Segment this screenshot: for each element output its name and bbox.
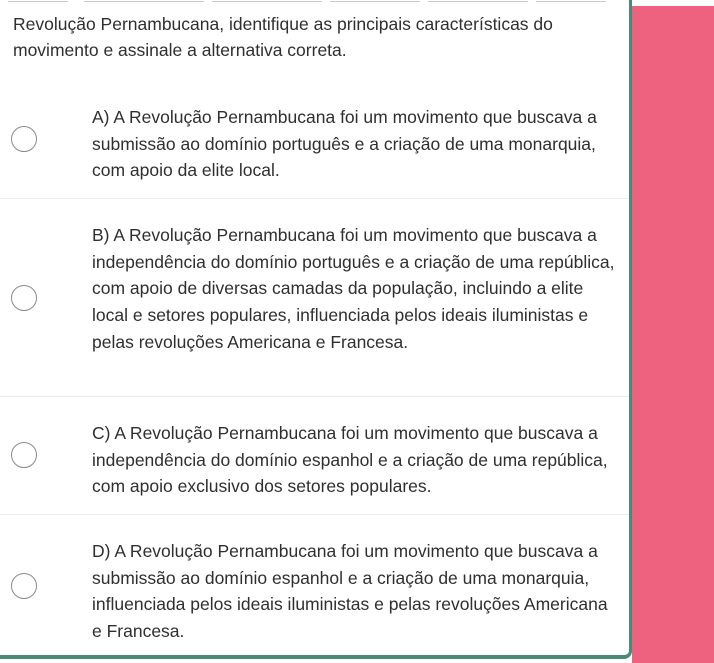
answer-option-c[interactable] xyxy=(0,396,629,514)
question-text: Revolução Pernambucana, identifique as principais características do movimento e assinale a alternativa correta. xyxy=(13,14,553,60)
answer-option-d-label: D) A Revolução Pernambucana foi um movimento que buscava a submissão ao domínio espanhol e a criação de uma monarquia, influenciada pelos ideais iluministas e pelas revoluções Americana e Francesa. xyxy=(92,541,608,642)
radio-button-b[interactable] xyxy=(11,285,37,311)
cut-off-previous-text xyxy=(0,0,610,6)
radio-button-c[interactable] xyxy=(11,442,37,468)
answer-option-c-label: C) A Revolução Pernambucana foi um movimento que buscava a independência do domínio espanhol e a criação de uma república, com apoio exclusivo dos setores populares. xyxy=(92,423,608,497)
side-accent-band xyxy=(632,6,714,663)
answer-option-b[interactable] xyxy=(0,198,629,396)
radio-button-d[interactable] xyxy=(11,573,37,599)
answer-option-d[interactable] xyxy=(0,514,629,655)
answer-option-b-label: B) A Revolução Pernambucana foi um movimento que buscava a independência do domínio português e a criação de uma república, com apoio de diversas camadas da população, incluindo a elite local e setores populares, influenciada pelos ideais iluministas e pelas revoluções Americana e Francesa. xyxy=(92,225,615,352)
answer-option-a-label: A) A Revolução Pernambucana foi um movimento que buscava a submissão ao domínio português e a criação de uma monarquia, com apoio da elite local. xyxy=(92,107,597,181)
answer-option-a[interactable] xyxy=(0,92,629,198)
radio-button-a[interactable] xyxy=(11,126,37,152)
